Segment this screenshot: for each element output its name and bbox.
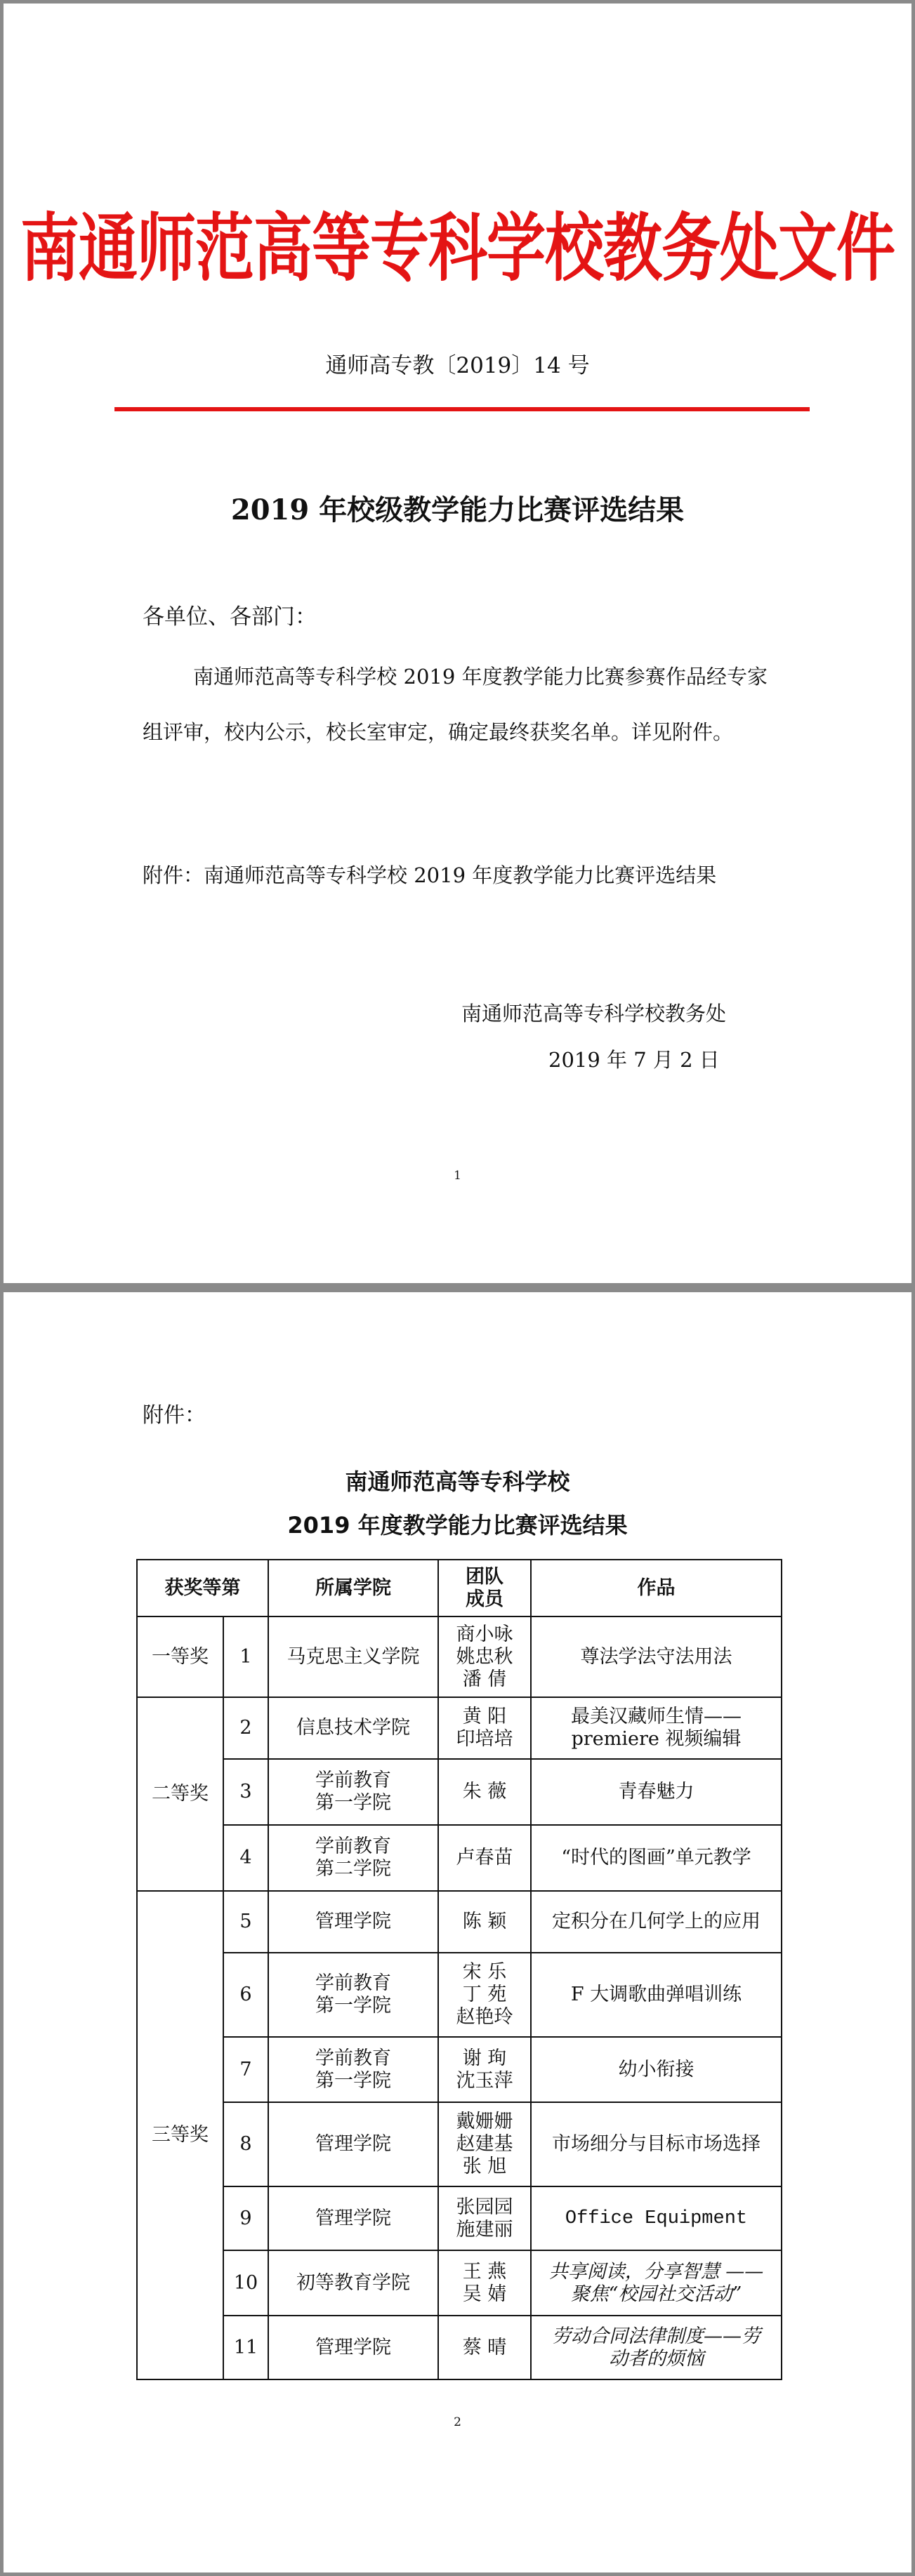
header-award-level: 获奖等第: [137, 1560, 268, 1616]
row-work: 尊法学法守法用法: [531, 1616, 782, 1697]
row-work: 最美汉藏师生情—— premiere 视频编辑: [531, 1697, 782, 1759]
row-work: 青春魅力: [531, 1759, 782, 1825]
row-number: 7: [223, 2037, 268, 2102]
table-row: [137, 2250, 782, 2316]
row-number: 1: [223, 1616, 268, 1697]
row-work: 定积分在几何学上的应用: [531, 1891, 782, 1953]
row-college: 管理学院: [268, 2316, 438, 2379]
table-row: [137, 1697, 782, 1759]
row-number: 3: [223, 1759, 268, 1825]
row-work: 共享阅读，分享智慧 —— 聚焦“校园社交活动”: [531, 2250, 782, 2316]
table-row: [137, 2037, 782, 2102]
masthead-title: 南通师范高等专科学校教务处文件: [20, 204, 895, 291]
row-number: 6: [223, 1953, 268, 2037]
results-table: [136, 1559, 782, 2380]
row-number: 5: [223, 1891, 268, 1953]
table-row: [137, 1759, 782, 1825]
row-members: 谢 珣 沈玉萍: [438, 2037, 531, 2102]
header-college: 所属学院: [268, 1560, 438, 1616]
table-row: [137, 1891, 782, 1953]
attachment-label: 附件：: [143, 1403, 206, 1428]
row-college: 信息技术学院: [268, 1697, 438, 1759]
row-members: 朱 薇: [438, 1759, 531, 1825]
table-row: [137, 1825, 782, 1891]
row-members: 卢春苗: [438, 1825, 531, 1891]
table-row: [137, 2102, 782, 2186]
header-members: 团队 成员: [438, 1560, 531, 1616]
page-number: 2: [454, 2415, 461, 2429]
row-college: 学前教育 第一学院: [268, 1953, 438, 2037]
row-members: 蔡 晴: [438, 2316, 531, 2379]
row-work: 劳动合同法律制度——劳 动者的烦恼: [531, 2316, 782, 2379]
row-work: 市场细分与目标市场选择: [531, 2102, 782, 2186]
document-page-2: [4, 1292, 911, 2572]
row-members: 陈 颖: [438, 1891, 531, 1953]
attachment-line: 附件：南通师范高等专科学校 2019 年度教学能力比赛评选结果: [143, 863, 717, 887]
table-row: [137, 2186, 782, 2250]
row-members: 黄 阳 印培培: [438, 1697, 531, 1759]
row-members: 戴姗姗 赵建基 张 旭: [438, 2102, 531, 2186]
table-heading-title: 2019 年度教学能力比赛评选结果: [287, 1512, 628, 1539]
row-number: 11: [223, 2316, 268, 2379]
row-number: 8: [223, 2102, 268, 2186]
table-row: [137, 1616, 782, 1697]
row-members: 商小咏 姚忠秋 潘 倩: [438, 1616, 531, 1697]
row-college: 学前教育 第一学院: [268, 2037, 438, 2102]
row-college: 初等教育学院: [268, 2250, 438, 2316]
row-number: 4: [223, 1825, 268, 1891]
page-number: 1: [454, 1169, 461, 1183]
row-number: 2: [223, 1697, 268, 1759]
row-college: 马克思主义学院: [268, 1616, 438, 1697]
row-work: 幼小衔接: [531, 2037, 782, 2102]
signature-date: 2019 年 7 月 2 日: [548, 1048, 720, 1072]
row-members: 张园园 施建丽: [438, 2186, 531, 2250]
award-third-prize: 三等奖: [137, 1891, 223, 2379]
table-row: [137, 2316, 782, 2379]
body-paragraph: 南通师范高等专科学校 2019 年度教学能力比赛参赛作品经专家组评审，校内公示，校长室审定，确定最终获奖名单。详见附件。: [143, 665, 768, 744]
row-work: Office Equipment: [531, 2186, 782, 2250]
red-divider: [114, 407, 810, 411]
row-members: 王 燕 吴 婧: [438, 2250, 531, 2316]
row-college: 学前教育 第一学院: [268, 1759, 438, 1825]
row-college: 管理学院: [268, 2186, 438, 2250]
header-work: 作品: [531, 1560, 782, 1616]
table-row: [137, 1953, 782, 2037]
row-college: 学前教育 第二学院: [268, 1825, 438, 1891]
notice-title: 2019 年校级教学能力比赛评选结果: [230, 493, 685, 526]
table-heading-school: 南通师范高等专科学校: [345, 1468, 570, 1495]
row-number: 10: [223, 2250, 268, 2316]
row-number: 9: [223, 2186, 268, 2250]
salutation: 各单位、各部门：: [143, 604, 317, 630]
signature-organization: 南通师范高等专科学校教务处: [461, 1002, 727, 1025]
row-work: F 大调歌曲弹唱训练: [531, 1953, 782, 2037]
award-second-prize: 二等奖: [137, 1697, 223, 1891]
document-number: 通师高专教〔2019〕14 号: [325, 353, 590, 378]
row-members: 宋 乐 丁 苑 赵艳玲: [438, 1953, 531, 2037]
row-work: “时代的图画”单元教学: [531, 1825, 782, 1891]
table-header-row: [137, 1560, 782, 1616]
row-college: 管理学院: [268, 1891, 438, 1953]
row-college: 管理学院: [268, 2102, 438, 2186]
document-page-1: [4, 4, 911, 1283]
award-first-prize: 一等奖: [137, 1616, 223, 1697]
